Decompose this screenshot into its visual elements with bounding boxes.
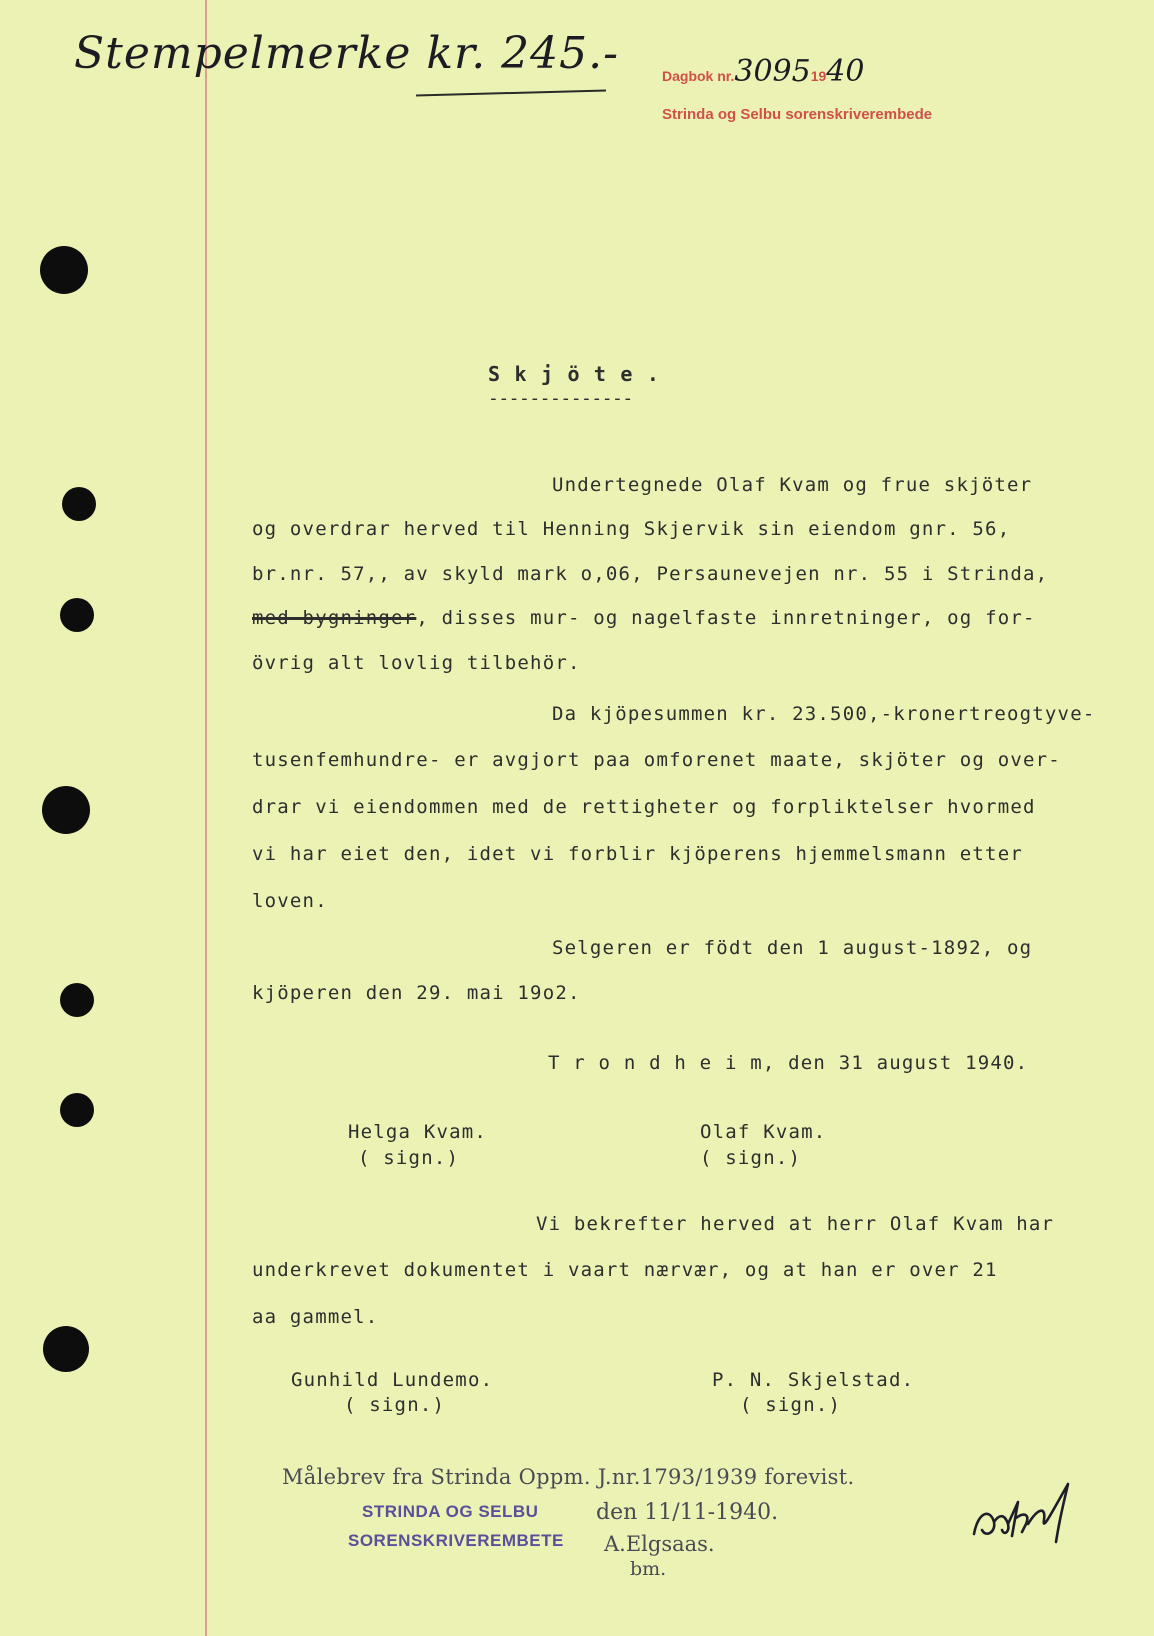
punch-hole [60,1093,94,1127]
witness-line: underkrevet dokumentet i vaart nærvær, og at han er over 21 [252,1259,998,1281]
office-stamp: Strinda og Selbu sorenskriverembede [662,106,933,123]
signature-name: Helga Kvam. [348,1121,488,1143]
dagbok-number: 3095 [734,54,811,89]
body-line: og overdrar herved til Henning Skjervik sin eiendom gnr. 56, [252,518,1011,540]
body-line: vi har eiet den, idet vi forblir kjöperens hjemmelsmann etter [252,843,1023,865]
punch-hole [42,786,90,834]
dagbok-label: Dagbok nr. [662,68,735,84]
punch-hole [43,1326,89,1372]
punch-hole [60,983,94,1017]
title-underline: -------------- [488,388,633,409]
punch-hole [60,598,94,632]
court-stamp-line2: SORENSKRIVEREMBETE [348,1531,564,1550]
body-line: Undertegnede Olaf Kvam og frue skjöter [552,474,1033,496]
dagbok-year: 40 [826,54,865,89]
struck-text: med bygninger [252,607,417,629]
margin-rule [205,0,207,1636]
body-line: drar vi eiendommen med de rettigheter og forpliktelser hvormed [252,796,1036,818]
punch-hole [62,487,96,521]
place-date: T r o n d h e i m, den 31 august 1940. [548,1052,1029,1074]
footer-officer: A.Elgsaas. [604,1532,715,1556]
handwritten-initials [968,1472,1088,1552]
body-line: br.nr. 57,, av skyld mark o,06, Persaunevejen nr. 55 i Strinda, [252,563,1049,585]
body-line: loven. [252,890,328,912]
stempelmerke-underline [416,90,606,97]
body-line: Da kjöpesummen kr. 23.500,-kronertreogtyve- [552,703,1096,725]
dagbok-stamp [662,54,864,89]
footer-officer-title: bm. [630,1558,667,1580]
signature-name: P. N. Skjelstad. [712,1369,915,1391]
signature-sign: ( sign.) [358,1147,460,1169]
body-line [252,607,1036,629]
signature-sign: ( sign.) [700,1147,802,1169]
malebrev-note: Målebrev fra Strinda Oppm. J.nr.1793/1939 forevist. [282,1465,855,1489]
body-line: kjöperen den 29. mai 19o2. [252,982,581,1004]
punch-hole [40,246,88,294]
dagbok-year-prefix: 19 [810,68,827,84]
witness-line: aa gammel. [252,1306,379,1328]
signature-sign: ( sign.) [344,1394,446,1416]
signature-sign: ( sign.) [740,1394,842,1416]
body-line: övrig alt lovlig tilbehör. [252,652,581,674]
body-line-rest: , disses mur- og nagelfaste innretninger, og for- [416,607,1036,629]
court-stamp-line1: STRINDA OG SELBU [362,1502,539,1521]
signature-name: Olaf Kvam. [700,1121,827,1143]
footer-date: den 11/11-1940. [596,1500,779,1525]
stempelmerke-note: Stempelmerke kr. 245.- [74,28,620,79]
signature-name: Gunhild Lundemo. [291,1369,494,1391]
witness-line: Vi bekrefter herved at herr Olaf Kvam har [536,1213,1055,1235]
body-line: Selgeren er födt den 1 august-1892, og [552,937,1033,959]
body-line: tusenfemhundre- er avgjort paa omforenet maate, skjöter og over- [252,749,1061,771]
document-title: S k j ö t e . [488,362,661,386]
